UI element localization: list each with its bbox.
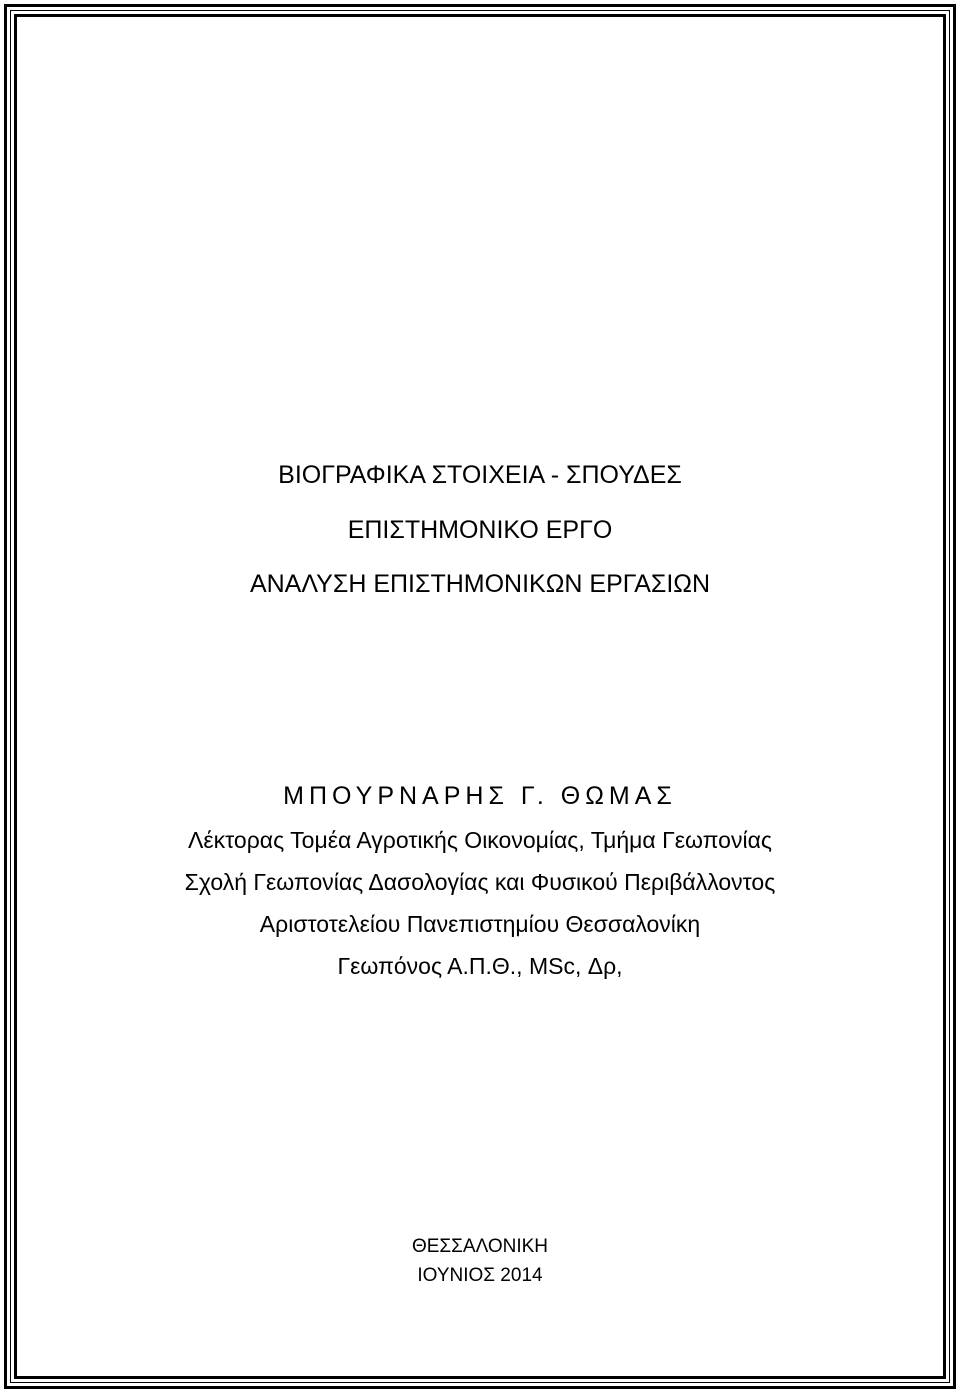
title-line-3: ΑΝΑΛΥΣΗ ΕΠΙΣΤΗΜΟΝΙΚΩΝ ΕΡΓΑΣΙΩΝ [249,570,711,598]
author-school: Σχολή Γεωπονίας Δασολογίας και Φυσικού Περιβάλλοντος [184,869,776,895]
page-border-inner [14,14,946,1379]
title-line-1: ΒΙΟΓΡΑΦΙΚΑ ΣΤΟΙΧΕΙΑ - ΣΠΟΥΔΕΣ [278,461,682,489]
author-degrees: Γεωπόνος Α.Π.Θ., MSc, Δρ, [337,953,623,979]
title-line-2: ΕΠΙΣΤΗΜΟΝΙΚΟ ΕΡΓΟ [347,516,613,544]
footer-date: ΙΟΥΝΙΟΣ 2014 [417,1265,543,1286]
author-name: ΜΠΟΥΡΝΑΡΗΣ Γ. ΘΩΜΑΣ [283,782,677,810]
author-university: Αριστοτελείου Πανεπιστημίου Θεσσαλονίκη [259,911,701,937]
author-position: Λέκτορας Τομέα Αγροτικής Οικονομίας, Τμήμα Γεωπονίας [188,827,772,853]
footer-city: ΘΕΣΣΑΛΟΝΙΚΗ [411,1236,549,1257]
